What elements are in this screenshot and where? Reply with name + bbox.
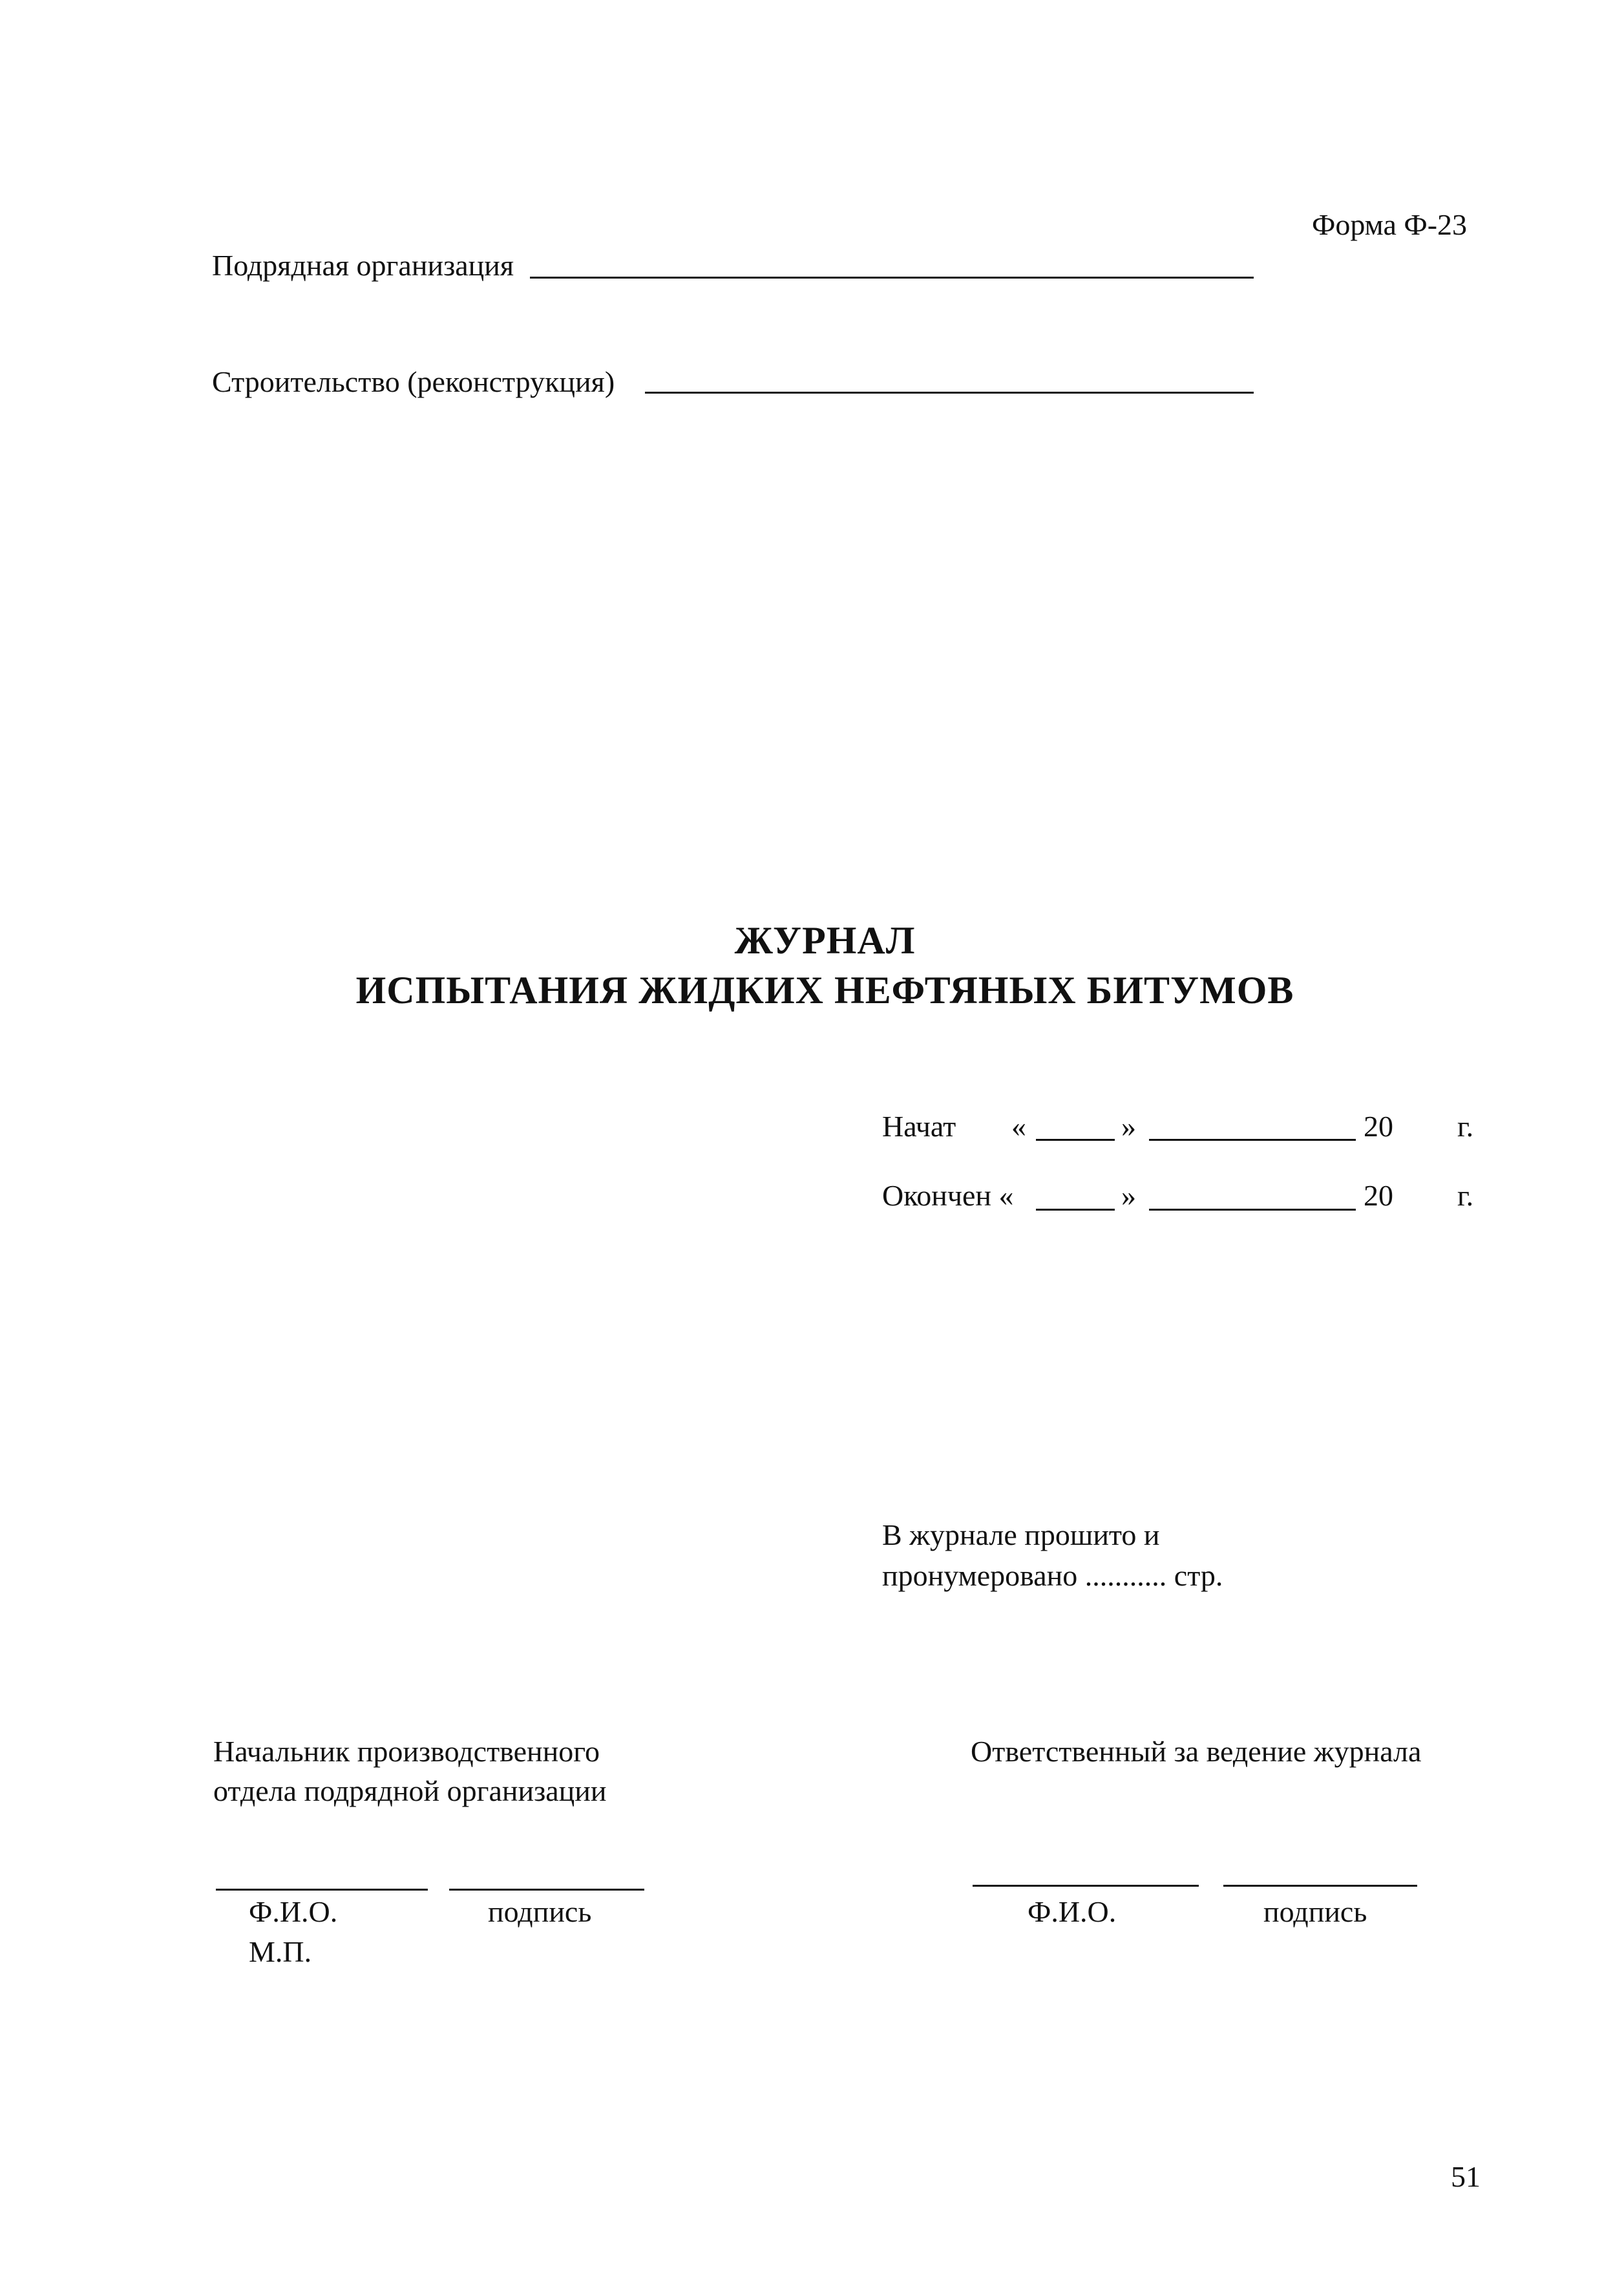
journal-subtitle: ИСПЫТАНИЯ ЖИДКИХ НЕФТЯНЫХ БИТУМОВ [355,969,1294,1012]
started-year-prefix: 20 [1364,1110,1393,1143]
stamp-caption: М.П. [249,1935,312,1968]
journal-title: ЖУРНАЛ [734,919,916,962]
left-role-line1: Начальник производственного [213,1735,600,1768]
finished-label: Окончен « [882,1179,1014,1212]
left-signature-caption: подпись [488,1895,592,1928]
started-open-quote: « [1011,1110,1026,1143]
finished-day-line[interactable] [1036,1209,1115,1211]
form-number-label: Форма Ф-23 [1312,208,1468,241]
started-year-suffix: г. [1457,1110,1474,1143]
right-role: Ответственный за ведение журнала [971,1735,1422,1768]
left-signature-line[interactable] [449,1889,644,1891]
finished-close-quote: » [1121,1179,1136,1212]
finished-year-prefix: 20 [1364,1179,1393,1212]
started-close-quote: » [1121,1110,1136,1143]
left-role-line2: отдела подрядной организации [213,1774,607,1807]
right-signature-caption: подпись [1263,1895,1367,1928]
finished-year-suffix: г. [1457,1179,1474,1212]
right-signature-line[interactable] [1223,1885,1417,1887]
contractor-input-line[interactable] [530,277,1254,279]
started-day-line[interactable] [1036,1139,1115,1141]
construction-label: Строительство (реконструкция) [212,365,615,398]
right-name-line[interactable] [973,1885,1199,1887]
started-label: Начат [882,1110,956,1143]
page-number: 51 [1451,2160,1481,2193]
construction-input-line[interactable] [645,392,1254,394]
left-name-caption: Ф.И.О. [249,1895,338,1928]
right-name-caption: Ф.И.О. [1028,1895,1117,1928]
binding-note-line2: пронумеровано ........... стр. [882,1559,1223,1592]
binding-note-line1: В журнале прошито и [882,1518,1160,1551]
contractor-label: Подрядная организация [212,249,514,282]
finished-month-line[interactable] [1149,1209,1356,1211]
started-month-line[interactable] [1149,1139,1356,1141]
left-name-line[interactable] [216,1889,428,1891]
